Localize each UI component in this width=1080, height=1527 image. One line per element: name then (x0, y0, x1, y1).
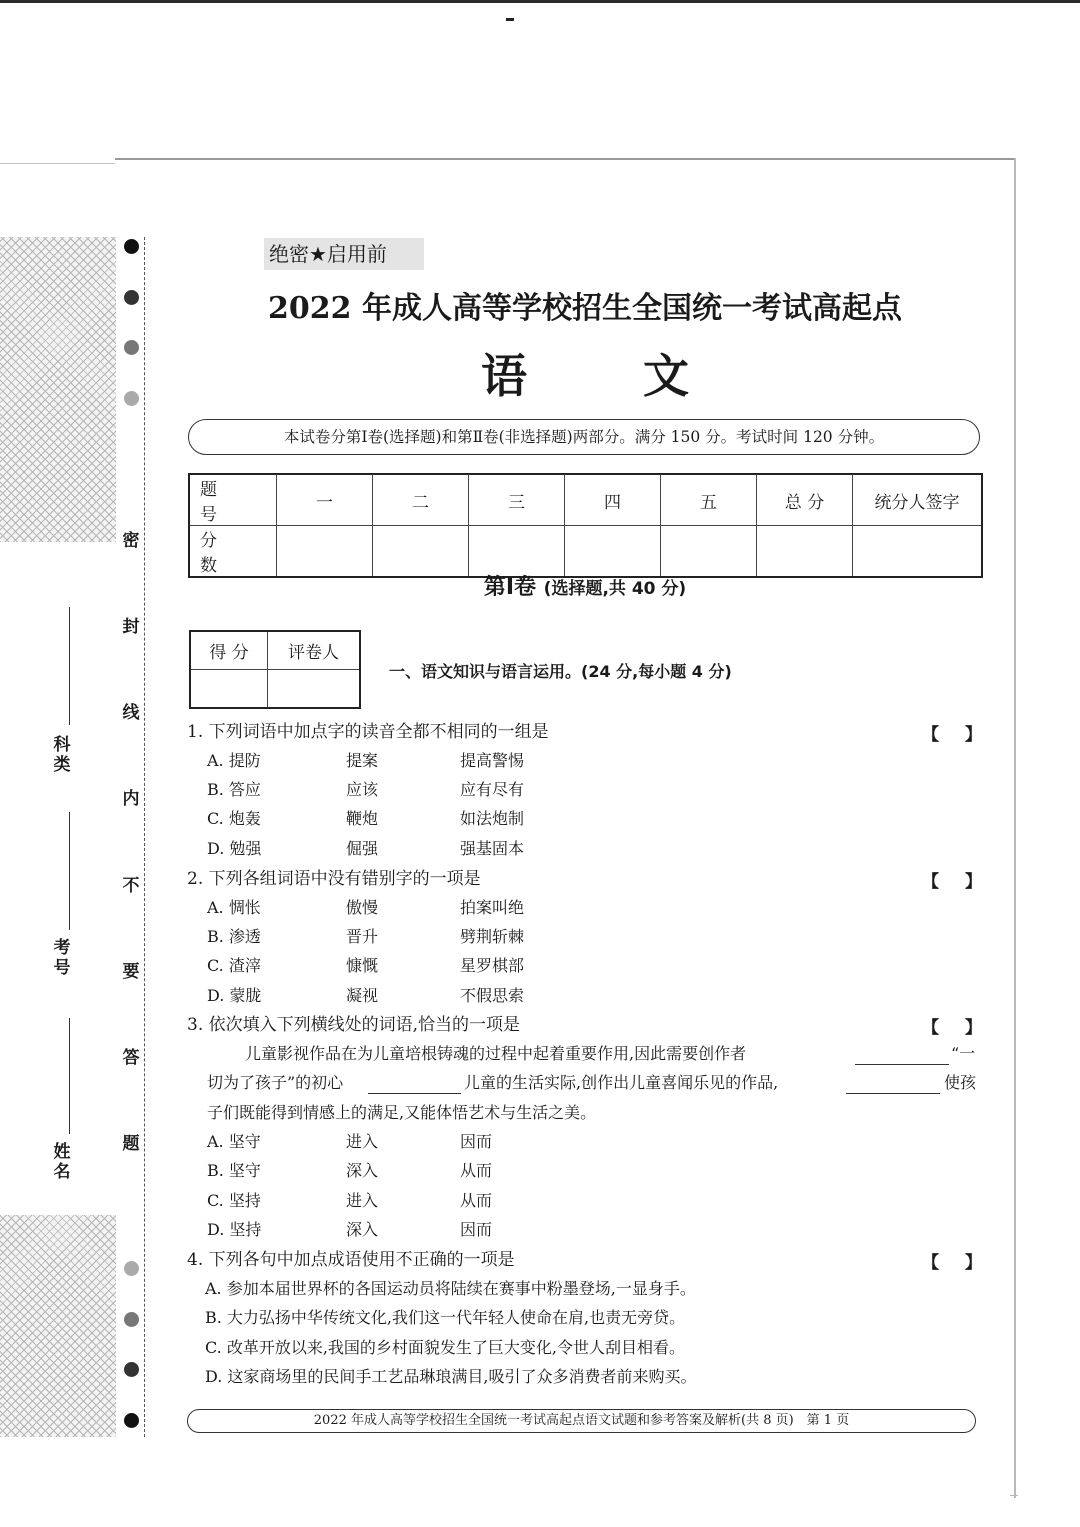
binding-dot (124, 290, 139, 305)
question-4-option-a: A. 参加本届世界杯的各国运动员将陆续在赛事中粉墨登场,一显身手。 (205, 1279, 696, 1298)
question-3-passage-line-1: 儿童影视作品在为儿童培根铸魂的过程中起着重要作用,因此需要创作者 (245, 1044, 747, 1063)
seal-char: 密 (122, 531, 140, 551)
part1-heading (190, 570, 980, 601)
grader-reviewer-cell[interactable] (268, 670, 361, 709)
field-line-name[interactable] (69, 1018, 70, 1134)
question-3-answer-bracket[interactable]: 【 】 (922, 1018, 982, 1038)
seal-char: 内 (122, 789, 140, 809)
page-top-border (115, 158, 1015, 160)
grader-header-score: 得 分 (190, 631, 268, 670)
question-3-passage-line-1-end: “一 (951, 1044, 976, 1063)
binding-dot (124, 1312, 139, 1327)
score-table-header-cell: 题 号 (189, 474, 277, 526)
grader-header-reviewer: 评卷人 (268, 631, 361, 670)
binding-cut-line (144, 237, 145, 1437)
part1-heading-title: 第Ⅰ卷 (483, 575, 536, 600)
score-table-header-cell: 统分人签字 (853, 474, 983, 526)
exam-instructions: 本试卷分第Ⅰ卷(选择题)和第Ⅱ卷(非选择题)两部分。满分 150 分。考试时间 120 分钟。 (188, 419, 980, 455)
question-4-option-d: D. 这家商场里的民间手工艺品琳琅满目,吸引了众多消费者前来购买。 (205, 1367, 697, 1386)
scan-mark (506, 18, 514, 21)
score-table-header-cell: 二 (373, 474, 469, 526)
binding-dot (124, 1261, 139, 1276)
question-4-stem: 4. 下列各句中加点成语使用不正确的一项是 (187, 1250, 515, 1270)
seal-char: 题 (122, 1134, 140, 1154)
question-3-passage-line-3: 子们既能得到情感上的满足,又能体悟艺术与生活之美。 (207, 1103, 597, 1122)
seal-char: 答 (122, 1048, 140, 1068)
score-table-header-cell: 一 (277, 474, 373, 526)
binding-dot (124, 340, 139, 355)
question-3-passage-line-2: 切为了孩子”的初心 (207, 1073, 344, 1092)
score-table-header-cell: 总 分 (757, 474, 853, 526)
seal-char: 线 (122, 703, 140, 723)
score-table (188, 473, 983, 578)
field-label-exam-number: 考号 (53, 938, 71, 978)
question-2-answer-bracket[interactable]: 【 】 (922, 872, 982, 892)
score-table-header-cell: 三 (469, 474, 565, 526)
field-label-name: 姓名 (53, 1142, 71, 1182)
question-4-answer-bracket[interactable]: 【 】 (922, 1253, 982, 1273)
score-table-header-cell: 五 (661, 474, 757, 526)
seal-char: 封 (122, 617, 140, 637)
page-bottom-mark (1010, 1495, 1018, 1496)
grader-score-cell[interactable] (190, 670, 268, 709)
binding-dot (124, 391, 139, 406)
question-4-option-b: B. 大力弘扬中华传统文化,我们这一代年轻人使命在肩,也责无旁贷。 (205, 1308, 686, 1327)
grader-table (189, 630, 361, 709)
part1-heading-note: (选择题,共 40 分) (543, 579, 687, 599)
score-table-header-row (189, 474, 982, 526)
score-table-row-label: 分 数 (189, 526, 277, 578)
question-1-answer-bracket[interactable]: 【 】 (922, 725, 982, 745)
field-line-exam-number[interactable] (69, 812, 70, 930)
question-4-option-c: C. 改革开放以来,我国的乡村面貌发生了巨大变化,令世人刮目相看。 (205, 1338, 686, 1357)
seal-char: 要 (122, 962, 140, 982)
question-1-stem: 1. 下列词语中加点字的读音全都不相同的一组是 (187, 722, 549, 742)
question-3-blank-1[interactable] (855, 1050, 949, 1065)
page-footer: 2022 年成人高等学校招生全国统一考试高起点语文试题和参考答案及解析(共 8 页) 第 1 页 (187, 1409, 976, 1433)
subject-title: 语 文 (480, 349, 739, 403)
page-top-border-left (0, 163, 115, 164)
question-3-blank-3[interactable] (846, 1079, 940, 1094)
seal-char: 不 (122, 876, 140, 896)
binding-dot (124, 1362, 139, 1377)
page-right-border (1014, 158, 1016, 1498)
question-3-blank-2[interactable] (368, 1079, 461, 1094)
binding-dot (124, 239, 139, 254)
margin-hatch-top (0, 237, 116, 542)
field-label-category: 科类 (53, 735, 71, 775)
field-line-category[interactable] (69, 607, 70, 725)
scan-top-edge (0, 0, 1080, 3)
margin-hatch-bottom (0, 1215, 116, 1437)
secret-tag: 绝密★启用前 (264, 238, 424, 270)
score-table-header-cell: 四 (565, 474, 661, 526)
question-2-stem: 2. 下列各组词语中没有错别字的一项是 (187, 869, 481, 889)
binding-dot (124, 1413, 139, 1428)
question-3-stem: 3. 依次填入下列横线处的词语,恰当的一项是 (187, 1015, 521, 1035)
section1-title: 一、语文知识与语言运用。(24 分,每小题 4 分) (389, 662, 732, 681)
exam-title: 2022 年成人高等学校招生全国统一考试高起点 (268, 291, 902, 326)
question-3-passage-line-2-end: 使孩 (944, 1073, 977, 1092)
question-3-passage-line-2-mid: 儿童的生活实际,创作出儿童喜闻乐见的作品, (464, 1073, 779, 1092)
